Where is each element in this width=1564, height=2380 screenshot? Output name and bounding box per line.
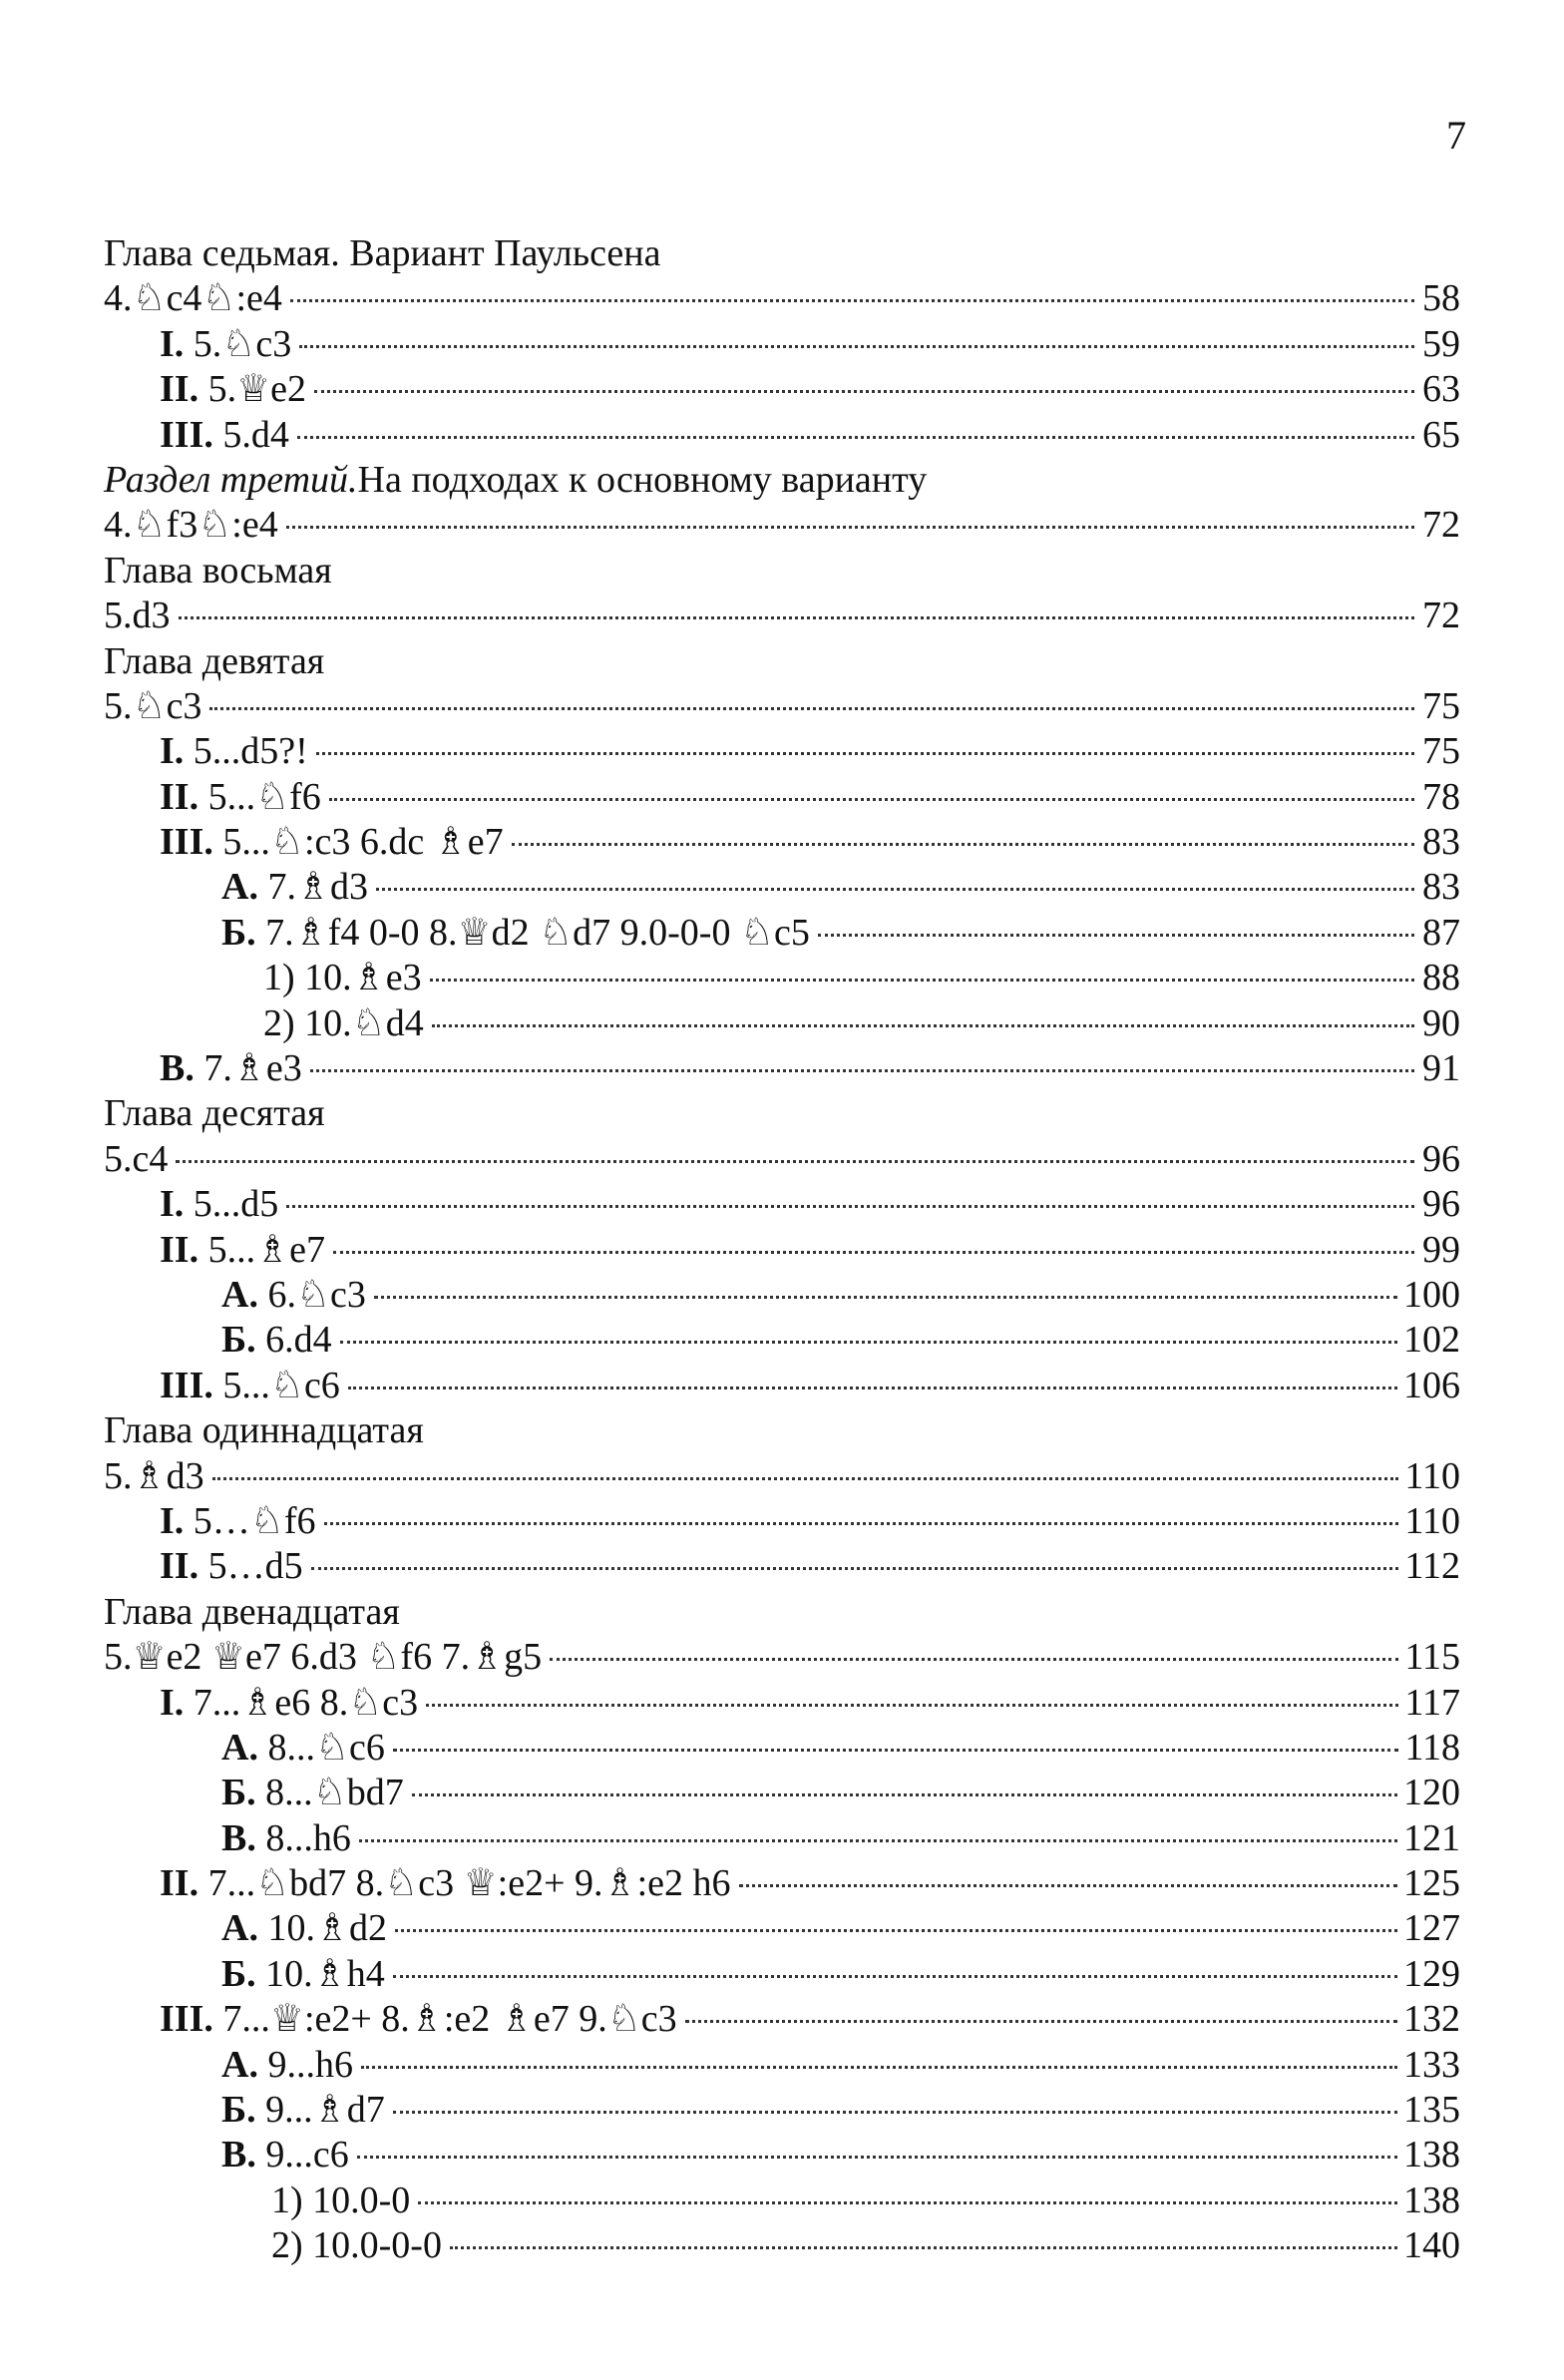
dot-leader bbox=[176, 1160, 1414, 1163]
toc-entry-title bbox=[160, 1544, 303, 1589]
toc-entry-title bbox=[160, 413, 289, 458]
toc-entry-title bbox=[221, 1771, 404, 1815]
toc-entry-page: 117 bbox=[1404, 1681, 1460, 1724]
toc-entry-title bbox=[221, 865, 368, 910]
dot-leader bbox=[361, 2066, 1397, 2069]
toc-entry bbox=[104, 820, 1460, 865]
toc-entry bbox=[104, 413, 1460, 458]
toc-heading-text: На подходах к основному варианту bbox=[357, 458, 928, 501]
toc-heading bbox=[104, 639, 1460, 684]
toc-entry-text: 5.♘c3 bbox=[104, 684, 202, 727]
toc-entry-label: II. bbox=[160, 1545, 199, 1588]
toc-entry-title bbox=[221, 1952, 385, 1997]
toc-entry-page: 96 bbox=[1422, 1183, 1460, 1226]
toc-heading-text: Глава девятая bbox=[104, 639, 325, 682]
dot-leader bbox=[329, 798, 1414, 801]
toc-entry-page: 120 bbox=[1403, 1772, 1460, 1814]
toc-entry-page: 63 bbox=[1422, 368, 1460, 411]
toc-entry-page: 99 bbox=[1422, 1228, 1460, 1271]
toc-entry bbox=[104, 276, 1460, 321]
dot-leader bbox=[818, 934, 1414, 937]
toc-entry-label: I. bbox=[160, 1183, 185, 1226]
dot-leader bbox=[314, 390, 1414, 393]
toc-entry-text: 2) 10.0-0-0 bbox=[271, 2224, 442, 2267]
toc-heading-text: Глава десятая bbox=[104, 1092, 325, 1135]
toc-heading bbox=[104, 1408, 1460, 1453]
toc-entry bbox=[104, 2043, 1460, 2088]
toc-entry-title bbox=[160, 367, 306, 412]
toc-entry-page: 90 bbox=[1422, 1001, 1460, 1044]
toc-entry-label: В. bbox=[160, 1047, 195, 1090]
toc-entry bbox=[104, 1182, 1460, 1227]
toc-entry-title bbox=[160, 1182, 278, 1227]
toc-entry-text: 5.♘c3 bbox=[184, 322, 292, 365]
toc-entry-label: Б. bbox=[221, 1952, 256, 1995]
toc-entry-title bbox=[160, 729, 308, 774]
toc-entry-title bbox=[104, 1635, 542, 1680]
toc-entry-page: 121 bbox=[1403, 1816, 1460, 1859]
toc-entry-label: III. bbox=[160, 1998, 213, 2041]
dot-leader bbox=[333, 1251, 1414, 1254]
toc-entry-text: 5…♘f6 bbox=[184, 1499, 316, 1542]
toc-entry-title bbox=[104, 1137, 168, 1182]
toc-entry-title bbox=[104, 1454, 204, 1499]
toc-entry-title bbox=[221, 1318, 332, 1363]
toc-entry bbox=[104, 1544, 1460, 1589]
dot-leader bbox=[357, 2156, 1397, 2159]
toc-entry-page: 138 bbox=[1403, 2179, 1460, 2221]
toc-entry-label: III. bbox=[160, 413, 213, 456]
toc-entry-page: 135 bbox=[1403, 2089, 1460, 2132]
toc-entry bbox=[104, 775, 1460, 820]
toc-entry-text: 9...c6 bbox=[255, 2134, 349, 2177]
dot-leader bbox=[340, 1341, 1397, 1344]
toc-entry-page: 112 bbox=[1404, 1545, 1460, 1588]
toc-entry-page: 59 bbox=[1422, 322, 1460, 365]
toc-entry bbox=[104, 2223, 1460, 2268]
toc-entry-page: 96 bbox=[1422, 1137, 1460, 1180]
toc-entry bbox=[104, 322, 1460, 367]
toc-entry bbox=[104, 503, 1460, 548]
toc-entry-page: 100 bbox=[1403, 1273, 1460, 1316]
toc-entry-title bbox=[221, 1906, 387, 1951]
toc-entry-label: I. bbox=[160, 1499, 185, 1542]
toc-entry-page: 72 bbox=[1422, 504, 1460, 547]
toc-entry-page: 110 bbox=[1404, 1499, 1460, 1542]
toc-entry-text: 2) 10.♘d4 bbox=[263, 1001, 424, 1044]
toc-entry-label: II. bbox=[160, 1862, 199, 1905]
toc-entry-text: 7.♗f4 0-0 8.♕d2 ♘d7 9.0-0-0 ♘c5 bbox=[255, 911, 810, 954]
toc-entry-title bbox=[104, 594, 171, 638]
toc-entry-text: 6.♘c3 bbox=[257, 1273, 366, 1316]
toc-heading bbox=[104, 458, 1460, 503]
dot-leader bbox=[432, 1024, 1414, 1027]
toc-entry bbox=[104, 1046, 1460, 1091]
dot-leader bbox=[348, 1387, 1397, 1389]
toc-entry-text: 5...♘:c3 6.dc ♗e7 bbox=[212, 821, 504, 864]
dot-leader bbox=[685, 2020, 1397, 2023]
toc-entry-label: Б. bbox=[221, 2089, 256, 2132]
toc-entry-title bbox=[160, 1228, 325, 1273]
toc-entry bbox=[104, 956, 1460, 1000]
toc-entry-title bbox=[160, 322, 291, 367]
dot-leader bbox=[376, 888, 1414, 891]
toc-entry-label: А. bbox=[221, 866, 258, 909]
toc-entry-page: 133 bbox=[1403, 2043, 1460, 2086]
toc-entry-page: 58 bbox=[1422, 277, 1460, 320]
toc-entry-text: 7...♕:e2+ 8.♗:e2 ♗e7 9.♘c3 bbox=[212, 1998, 677, 2041]
toc-entry-title bbox=[104, 276, 282, 321]
toc-entry-text: 10.♗h4 bbox=[255, 1952, 385, 1995]
toc-entry bbox=[104, 1816, 1460, 1861]
toc-entry bbox=[104, 1001, 1460, 1046]
toc-entry bbox=[104, 1771, 1460, 1815]
toc-entry-title bbox=[160, 1499, 316, 1544]
toc-entry bbox=[104, 1137, 1460, 1182]
toc-entry-label: А. bbox=[221, 1907, 258, 1950]
toc-entry bbox=[104, 1454, 1460, 1499]
dot-leader bbox=[395, 1929, 1397, 1932]
toc-entry-title bbox=[221, 1273, 366, 1318]
toc-entry-label: А. bbox=[221, 1273, 258, 1316]
toc-entry bbox=[104, 1681, 1460, 1726]
toc-entry bbox=[104, 1997, 1460, 2042]
toc-entry bbox=[104, 594, 1460, 638]
dot-leader bbox=[359, 1839, 1397, 1842]
toc-entry-text: 5…d5 bbox=[198, 1545, 303, 1588]
toc-entry-text: 7...♘bd7 8.♘c3 ♕:e2+ 9.♗:e2 h6 bbox=[198, 1862, 731, 1905]
dot-leader bbox=[512, 843, 1414, 846]
dot-leader bbox=[311, 1567, 1399, 1570]
dot-leader bbox=[286, 526, 1414, 529]
toc-entry-text: 5...♘c6 bbox=[212, 1364, 340, 1406]
toc-entry-text: 4.♘f3♘:e4 bbox=[104, 504, 278, 547]
toc-entry bbox=[104, 911, 1460, 956]
toc-entry bbox=[104, 1635, 1460, 1680]
dot-leader bbox=[412, 1793, 1397, 1796]
toc-entry-label: I. bbox=[160, 322, 185, 365]
toc-heading bbox=[104, 1091, 1460, 1136]
toc-entry-page: 78 bbox=[1422, 775, 1460, 818]
toc-entry-text: 8...h6 bbox=[255, 1816, 351, 1859]
dot-leader bbox=[418, 2201, 1397, 2204]
toc-entry-text: 7.♗d3 bbox=[257, 866, 369, 909]
toc-entry-page: 75 bbox=[1422, 730, 1460, 773]
table-of-contents bbox=[104, 231, 1460, 2269]
toc-heading-text: Глава двенадцатая bbox=[104, 1590, 400, 1633]
toc-entry-page: 83 bbox=[1422, 866, 1460, 909]
toc-entry-text: 5...d5 bbox=[184, 1183, 279, 1226]
toc-entry bbox=[104, 1952, 1460, 1997]
toc-entry-page: 102 bbox=[1403, 1319, 1460, 1362]
toc-entry-text: 7...♗e6 8.♘c3 bbox=[184, 1681, 419, 1724]
toc-entry-label: Б. bbox=[221, 1772, 256, 1814]
toc-entry-text: 5.♕e2 ♕e7 6.d3 ♘f6 7.♗g5 bbox=[104, 1636, 543, 1679]
toc-heading-text: Глава седьмая. Вариант Паульсена bbox=[104, 232, 661, 274]
dot-leader bbox=[393, 1749, 1399, 1752]
toc-entry-label: I. bbox=[160, 1681, 185, 1724]
toc-entry-label: I. bbox=[160, 730, 185, 773]
toc-entry-text: 1) 10.♗e3 bbox=[263, 957, 422, 999]
toc-entry-title bbox=[160, 820, 504, 865]
dot-leader bbox=[426, 1704, 1398, 1707]
toc-entry bbox=[104, 1726, 1460, 1771]
dot-leader bbox=[739, 1884, 1398, 1887]
toc-entry-text: 5.d3 bbox=[104, 595, 171, 637]
toc-entry-title bbox=[160, 1046, 302, 1091]
toc-entry-page: 65 bbox=[1422, 413, 1460, 456]
toc-entry-label: II. bbox=[160, 1228, 199, 1271]
toc-heading-text: Глава восьмая bbox=[104, 549, 332, 592]
toc-entry bbox=[104, 729, 1460, 774]
toc-entry-page: 88 bbox=[1422, 957, 1460, 999]
toc-entry-page: 129 bbox=[1403, 1952, 1460, 1995]
toc-entry-text: 7.♗e3 bbox=[194, 1047, 302, 1090]
toc-entry-title bbox=[104, 503, 278, 548]
toc-entry-label: III. bbox=[160, 821, 213, 864]
toc-entry bbox=[104, 865, 1460, 910]
toc-entry-text: 9...h6 bbox=[257, 2043, 353, 2086]
toc-entry-text: 1) 10.0-0 bbox=[271, 2179, 411, 2221]
toc-entry bbox=[104, 684, 1460, 729]
toc-entry-title bbox=[160, 775, 321, 820]
toc-entry-title bbox=[221, 2043, 353, 2088]
toc-entry-page: 125 bbox=[1403, 1862, 1460, 1905]
toc-entry-page: 118 bbox=[1404, 1726, 1460, 1769]
toc-entry-text: 5.♕e2 bbox=[198, 368, 307, 411]
toc-entry-title bbox=[160, 1997, 677, 2042]
toc-entry-page: 110 bbox=[1404, 1454, 1460, 1497]
toc-entry-title bbox=[221, 1816, 351, 1861]
toc-entry-page: 132 bbox=[1403, 1998, 1460, 2041]
dot-leader bbox=[316, 752, 1414, 755]
toc-entry bbox=[104, 1906, 1460, 1951]
toc-entry-text: 10.♗d2 bbox=[257, 1907, 388, 1950]
toc-entry bbox=[104, 1499, 1460, 1544]
toc-entry-page: 106 bbox=[1403, 1364, 1460, 1406]
toc-entry-label: А. bbox=[221, 1726, 258, 1769]
toc-entry-page: 75 bbox=[1422, 684, 1460, 727]
toc-entry bbox=[104, 1273, 1460, 1318]
toc-entry-page: 127 bbox=[1403, 1907, 1460, 1950]
dot-leader bbox=[212, 1477, 1399, 1480]
toc-entry-label: В. bbox=[221, 1816, 256, 1859]
toc-entry-title bbox=[271, 2223, 442, 2268]
toc-entry bbox=[104, 2133, 1460, 2178]
dot-leader bbox=[179, 616, 1415, 619]
toc-entry bbox=[104, 1861, 1460, 1906]
toc-entry bbox=[104, 1364, 1460, 1408]
toc-entry-title bbox=[160, 1364, 340, 1408]
toc-heading-italic: Раздел третий. bbox=[104, 458, 358, 501]
toc-entry-title bbox=[104, 684, 201, 729]
dot-leader bbox=[393, 1975, 1397, 1978]
toc-heading-text: Глава одиннадцатая bbox=[104, 1409, 424, 1452]
toc-entry-label: III. bbox=[160, 1364, 213, 1406]
toc-entry-text: 5...♗e7 bbox=[198, 1228, 326, 1271]
toc-entry-page: 87 bbox=[1422, 911, 1460, 954]
toc-entry-text: 5.♗d3 bbox=[104, 1454, 204, 1497]
toc-entry bbox=[104, 2179, 1460, 2223]
toc-entry-label: А. bbox=[221, 2043, 258, 2086]
toc-entry-text: 5...♘f6 bbox=[198, 775, 321, 818]
dot-leader bbox=[324, 1522, 1399, 1525]
dot-leader bbox=[290, 299, 1414, 302]
toc-entry-page: 83 bbox=[1422, 821, 1460, 864]
dot-leader bbox=[393, 2111, 1397, 2114]
toc-entry bbox=[104, 1228, 1460, 1273]
toc-heading bbox=[104, 549, 1460, 594]
toc-entry-title bbox=[221, 2088, 385, 2133]
toc-heading bbox=[104, 231, 1460, 276]
toc-entry-text: 5...d5?! bbox=[184, 730, 308, 773]
dot-leader bbox=[297, 436, 1414, 439]
toc-entry-title bbox=[160, 1681, 418, 1726]
toc-entry-page: 72 bbox=[1422, 595, 1460, 637]
toc-entry-title bbox=[271, 2179, 410, 2223]
dot-leader bbox=[430, 979, 1414, 982]
toc-entry-text: 8...♘c6 bbox=[257, 1726, 385, 1769]
toc-entry-page: 140 bbox=[1403, 2224, 1460, 2267]
toc-entry-text: 6.d4 bbox=[255, 1319, 332, 1362]
toc-entry-label: II. bbox=[160, 775, 199, 818]
toc-entry-title bbox=[221, 1726, 385, 1771]
toc-entry bbox=[104, 367, 1460, 412]
toc-entry-text: 9...♗d7 bbox=[255, 2089, 385, 2132]
toc-entry-text: 5.c4 bbox=[104, 1137, 169, 1180]
toc-entry-page: 138 bbox=[1403, 2134, 1460, 2177]
page-number: 7 bbox=[1446, 113, 1466, 158]
toc-entry-label: В. bbox=[221, 2134, 256, 2177]
toc-entry bbox=[104, 1318, 1460, 1363]
toc-entry-text: 4.♘c4♘:e4 bbox=[104, 277, 282, 320]
toc-entry-title bbox=[263, 956, 422, 1000]
dot-leader bbox=[310, 1069, 1414, 1072]
toc-entry-title bbox=[221, 911, 810, 956]
toc-entry-text: 8...♘bd7 bbox=[255, 1772, 404, 1814]
dot-leader bbox=[299, 345, 1414, 348]
toc-entry-label: II. bbox=[160, 368, 199, 411]
toc-entry-title bbox=[263, 1001, 424, 1046]
dot-leader bbox=[209, 707, 1414, 710]
toc-heading bbox=[104, 1590, 1460, 1635]
toc-entry-page: 91 bbox=[1422, 1047, 1460, 1090]
dot-leader bbox=[286, 1205, 1414, 1208]
toc-entry-text: 5.d4 bbox=[212, 413, 289, 456]
toc-entry-label: Б. bbox=[221, 911, 256, 954]
toc-entry-title bbox=[160, 1861, 731, 1906]
toc-entry bbox=[104, 2088, 1460, 2133]
toc-entry-page: 115 bbox=[1404, 1636, 1460, 1679]
dot-leader bbox=[450, 2246, 1397, 2249]
toc-entry-label: Б. bbox=[221, 1319, 256, 1362]
toc-entry-title bbox=[221, 2133, 349, 2178]
dot-leader bbox=[550, 1658, 1398, 1661]
dot-leader bbox=[374, 1296, 1397, 1299]
